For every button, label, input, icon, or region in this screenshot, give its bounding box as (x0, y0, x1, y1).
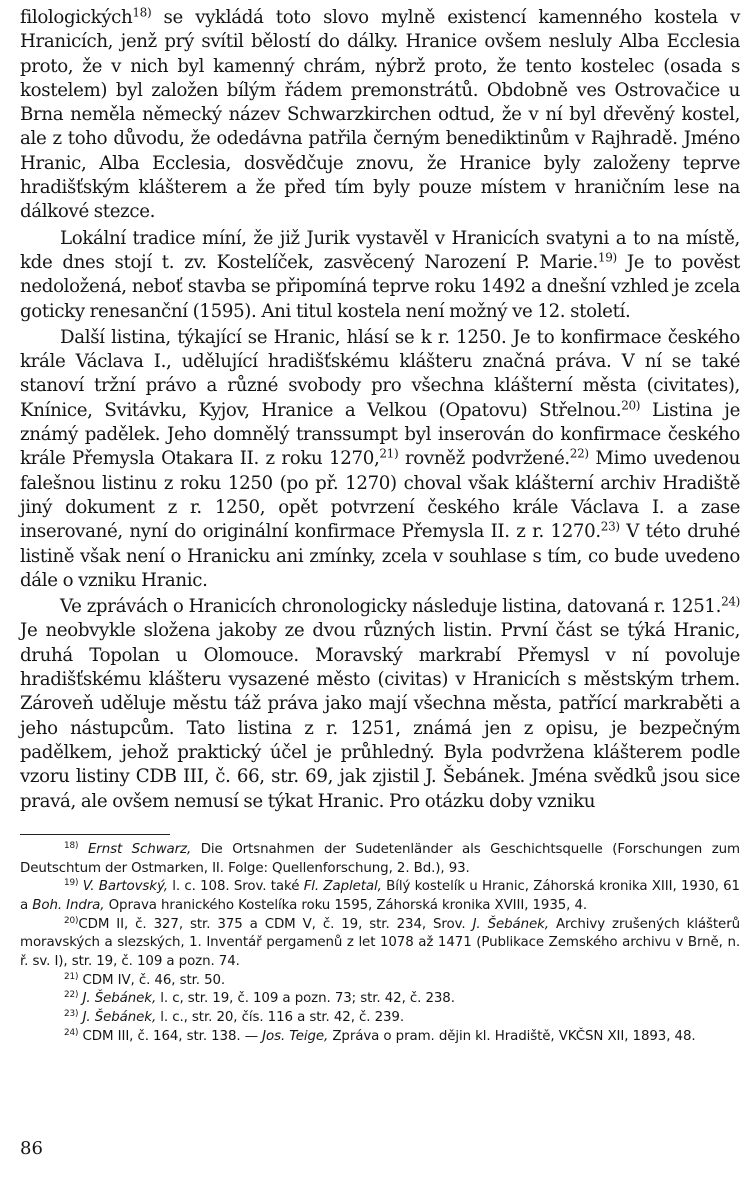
author-name: J. Šebánek, (82, 991, 157, 1007)
text-run: CDM II, č. 327, str. 375 a CDM V, č. 19, str. 234, Srov. (78, 916, 473, 932)
author-name: Ernst Schwarz, (87, 841, 192, 857)
paragraph-3 (20, 326, 740, 593)
footnote-19 (20, 878, 740, 915)
footnote-ref: 18) (64, 840, 79, 851)
footnote-18 (20, 841, 740, 878)
text-run: Zpráva o pram. dějin kl. Hradiště, VKČSN XII, 1893, 48. (328, 1028, 696, 1044)
text-run: l. c. 108. Srov. také (167, 879, 304, 895)
footnote-20 (20, 916, 740, 972)
main-text (20, 6, 740, 814)
text-run: CDM IV, č. 46, str. 50. (78, 972, 226, 988)
footnote-ref: 19) (597, 250, 617, 265)
text-run: l. c., str. 20, čís. 116 a str. 42, č. 239. (156, 1010, 405, 1026)
author-name: V. Bartovský, (82, 879, 168, 895)
author-name: Boh. Indra, (32, 897, 105, 913)
footnote-23 (20, 1009, 740, 1028)
footnote-ref: 24) (64, 1027, 79, 1038)
page-number: 86 (20, 1138, 43, 1159)
text-run: filologických (20, 7, 133, 28)
footnote-ref: 20) (64, 915, 79, 926)
text-run: Archivy zrušených klášterů moravských a slezských, 1. Inventář pergamenů z let 1078 až 1471 (Publikace Zemského archivu v Brně, n. ř. sv. I), str. 19, č. 109 a pozn. 74. (20, 916, 740, 970)
text-run: Lokální tradice míní, že již Jurik vystavěl v Hranicích svatyni a to na místě, kde dnes stojí t. zv. Kostelíček, zasvěcený Narození P. Marie. (20, 227, 740, 273)
footnote-ref: 23) (64, 1009, 79, 1020)
footnote-ref: 24) (721, 594, 740, 609)
footnote-24 (20, 1028, 740, 1047)
text-run: Je to pověst nedoložená, neboť stavba se připomíná teprve roku 1492 a dnešní vzhled je zcela goticky renesanční (1595). Ani titul kostela není možný ve 12. století. (20, 251, 740, 322)
footnote-22 (20, 990, 740, 1009)
paragraph-1 (20, 6, 740, 225)
text-run: Ve zprávách o Hranicích chronologicky následuje listina, datovaná r. 1251. (60, 596, 722, 618)
text-run: Je neobvykle složena jakoby ze dvou různých listin. První část se týká Hranic, druhá Topolan u Olomouce. Moravský markrabí Přemysl v ní povoluje hradišťskému klášteru vysazené město (civitas) v Hranicích s městským trhem. Zároveň uděluje městu táž práva jako mají všechna města, patřící markraběti a jeho nástupcům. Tato listina z r. 1251, známá jen z opisu, je bezpečným padělkem, jehož praktický účel je průhledný. Byla podvržena klášterem podle vzoru listiny CDB III, č. 66, str. 69, jak zjistil J. Šebánek. Jména svědků jsou sice pravá, ale ovšem nemusí se týkat Hranic. Pro otázku doby vzniku (20, 620, 740, 812)
footnote-divider (20, 834, 170, 835)
text-run: V této druhé listině však není o Hranicku ani zmínky, zcela v souhlase s tím, co bude uvedeno dále o vzniku Hranic. (20, 521, 740, 591)
text-run: CDM III, č. 164, str. 138. — (78, 1028, 263, 1044)
paragraph-4 (20, 595, 740, 814)
paragraph-2 (20, 227, 740, 324)
footnote-21 (20, 972, 740, 991)
footnote-ref: 22) (64, 990, 79, 1001)
footnote-ref: 18) (132, 5, 152, 20)
text-run: Další listina, týkající se Hranic, hlásí se k r. 1250. Je to konfirmace českého krále Václava I., udělující hradišťskému klášteru značná práva. V ní se také stanoví tržní právo a různé svobody pro všechna klášterní města (civitates), Knínice, Svitávku, Kyjov, Hranice a Velkou (Opatovu) Střelnou. (20, 326, 740, 421)
author-name: J. Šebánek, (82, 1010, 157, 1026)
author-name: Fl. Zapletal, (303, 879, 382, 895)
text-run: Oprava hranického Kostelíka roku 1595, Záhorská kronika XVIII, 1935, 4. (104, 897, 588, 913)
footnote-ref: 22) (569, 446, 589, 461)
footnote-ref: 23) (600, 519, 620, 534)
text-run: Listina je známý padělek. Jeho domnělý transsumpt byl inserován do konfirmace českého krále Přemysla Otakara II. z roku 1270, (20, 399, 740, 470)
footnote-ref: 20) (621, 398, 641, 413)
author-name: Jos. Teige, (262, 1028, 329, 1044)
text-run (78, 842, 88, 857)
text-run: rovněž podvržené. (398, 448, 570, 470)
footnote-ref: 21) (64, 971, 79, 982)
text-run: Mimo uvedenou falešnou listinu z roku 1250 (po př. 1270) choval však klášterní archiv Hradiště jiný dokument z r. 1250, opět potvrzení českého krále Václava I. a zase inserované, nyní do originální konfirmace Přemysla II. z r. 1270. (20, 448, 740, 543)
text-run: l. c, str. 19, č. 109 a pozn. 73; str. 42, č. 238. (156, 991, 455, 1007)
author-name: J. Šebánek, (472, 916, 549, 932)
text-run: Die Ortsnahmen der Sudetenländer als Geschichtsquelle (Forschungen zum Deutschtum der Ostmarken, II. Folge: Quellenforschung, 2. Bd.), 93. (20, 841, 740, 876)
text-run: se vykládá toto slovo mylně existencí kamenného kostela v Hranicích, jenž prý svítil bělostí do dálky. Hranice ovšem nesluly Alba Ecclesia proto, že v nich byl kamenný chrám, nýbrž proto, že tento kostelec (osada s kostelem) byl založen bílým řádem premonstrátů. Obdobně ves Ostrovačice u Brna neměla německý název Schwarzkirchen odtud, že v ní byl dřevěný kostel, ale z toho důvodu, že odedávna patřila černým benediktinům v Rajhradě. Jméno Hranic, Alba Ecclesia, dosvědčuje znovu, že Hranice byly založeny teprve hradišťským klášterem a že před tím byly pouze místem v hraničním lese na dálkové stezce. (20, 7, 740, 223)
footnotes (20, 841, 740, 1047)
footnote-ref: 21) (379, 446, 399, 461)
text-run: Bílý kostelík u Hranic, Záhorská kronika XIII, 1930, 61 a (20, 879, 740, 913)
footnote-ref: 19) (64, 878, 79, 889)
